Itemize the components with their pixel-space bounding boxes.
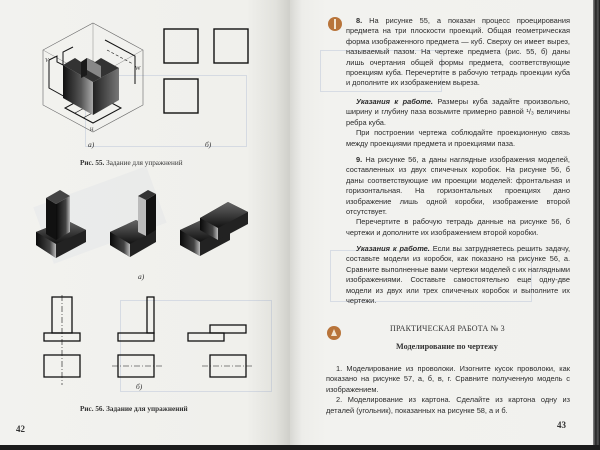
practical-items <box>326 364 570 416</box>
practical-work-title: ПРАКТИЧЕСКАЯ РАБОТА № 3 <box>390 324 505 333</box>
practical-item-1: 1. Моделирование из проволоки. Изогните кусок проволоки, как показано на рисунке 57, а, б, в, г. Сравните полученную модель с изображением. <box>326 364 570 394</box>
task-8: 8. На рисунке 55, а показан процесс проецирования предмета на три плоскости проекций. Общая геометрическая форма изображенного предмета — куб. Сверху он имеет вырез, называемый пазом. На чертеже предмета (рис. 55, б) даны лишь очертания общей формы предмета, соответствующие проекциям куба. Перечертите в рабочую тетрадь проекции куба и дополните их изображением выреза. <box>346 16 570 88</box>
task-8-hint: Указания к работе. Размеры куба задайте произвольно, ширину и глубину паза возьмите примерно равной ¹/₃ величины ребра куба. При построении чертежа соблюдайте проекционную связь между проекциями предмета и проекциями паза. <box>346 97 570 148</box>
fig56-label-b: б) <box>136 382 143 391</box>
fig55-label-b: б) <box>205 140 212 149</box>
practical-item-2: 2. Моделирование из картона. Сделайте из картона одну из деталей (угольник), показанных на рисунке 58, а и б. <box>326 395 570 415</box>
plane-label-v: V <box>45 58 49 64</box>
book-bottom-edge <box>0 445 600 450</box>
page-number-right: 43 <box>557 420 566 430</box>
figure-56b-drawings <box>40 295 255 385</box>
figure-55a-isometric <box>35 20 150 135</box>
fig56-label-a: а) <box>138 272 145 281</box>
practical-work-icon <box>327 326 341 340</box>
plane-label-h: H <box>90 128 94 133</box>
hint-label: Указания к работе. <box>356 97 433 106</box>
hint-label: Указания к работе. <box>356 244 430 253</box>
figure-55b-projections <box>160 25 260 120</box>
book-edge <box>593 0 600 450</box>
practical-work-subtitle: Моделирование по чертежу <box>396 342 498 351</box>
fig55-caption: Рис. 55. Задание для упражнений <box>80 159 183 167</box>
figure-56a-models <box>30 190 260 270</box>
fig56-caption: Рис. 56. Задание для упражнений <box>80 405 188 413</box>
task-9: 9. На рисунке 56, а даны наглядные изображения моделей, составленных из двух спичечных коробок. На рисунке 56, б даны соответствующие им проекции моделей: фронтальная и горизонтальная. На горизонтальных проекциях дано изображение лишь одной коробки, изображение второй отсутствует. Перечертите в рабочую тетрадь данные на рисунке 56, б чертежи и дополните их изображением второй коробки. <box>346 155 570 237</box>
task-9-hint: Указания к работе. Если вы затрудняетесь решить задачу, составьте модели из коробок, как показано на рисунке 56, а. Сравните выполненные вами чертежи моделей с их наглядными изображениями. Составьте самостоятельно еще одну-две модели из двух или трех спичечных коробок и выполните их чертежи. <box>346 244 571 306</box>
exercise-icon <box>328 17 342 31</box>
fig55-label-a: а) <box>88 140 95 149</box>
plane-label-w: W <box>135 66 141 72</box>
page-number-left: 42 <box>16 424 25 434</box>
